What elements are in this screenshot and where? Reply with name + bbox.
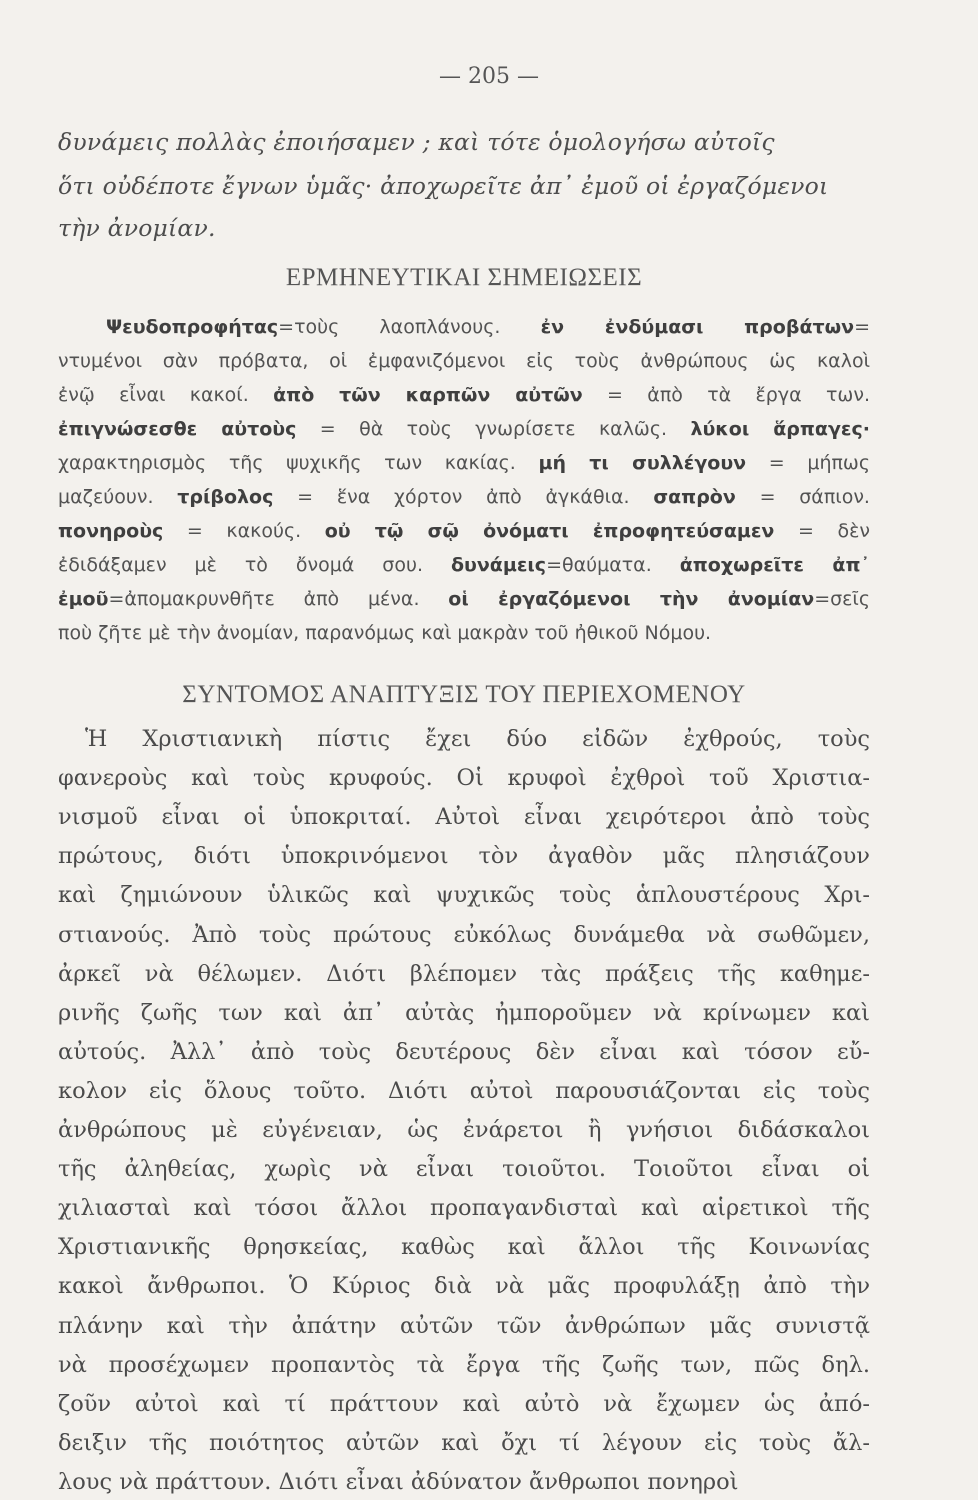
- note-gloss: = ἕνα χόρτον ἀπὸ ἀγκάθια.: [273, 486, 654, 508]
- notes-line: [58, 418, 870, 440]
- summary-line: κολον εἰς ὅλους τοῦτο. Διότι αὐτοὶ παρουσιάζονται εἰς τοὺς: [58, 1077, 870, 1104]
- notes-line: [58, 622, 870, 644]
- note-gloss: μαζεύουν.: [58, 486, 178, 508]
- note-gloss: = θὰ τοὺς γνωρίσετε καλῶς.: [296, 418, 691, 440]
- note-gloss: χαρακτηρισμὸς τῆς ψυχικῆς των κακίας.: [58, 452, 539, 474]
- note-term: οἱ ἐργαζόμενοι τὴν ἀνομίαν: [448, 588, 815, 610]
- summary-line: τῆς ἀληθείας, χωρὶς νὰ εἶναι τοιοῦτοι. Τοιοῦτοι εἶναι οἱ: [58, 1156, 870, 1183]
- summary-line: ρινῆς ζωῆς των καὶ ἀπ᾽ αὐτὰς ἠμποροῦμεν νὰ κρίνωμεν καὶ: [58, 999, 870, 1026]
- notes-line: [58, 384, 870, 406]
- note-gloss: = δὲν: [774, 520, 870, 542]
- note-term: Ψευδοπροφήτας: [106, 316, 279, 338]
- summary-line: Χριστιανικῆς θρησκείας, καθὼς καὶ ἄλλοι τῆς Κοινωνίας: [58, 1234, 870, 1261]
- notes-line: [58, 316, 870, 338]
- summary-line: ἀνθρώπους μὲ εὐγένειαν, ὡς ἐνάρετοι ἢ γνήσιοι διδάσκαλοι: [58, 1117, 870, 1143]
- page-number: — 205 —: [439, 64, 539, 89]
- notes-line: [58, 350, 870, 372]
- notes-line: [58, 486, 870, 508]
- note-term: δυνάμεις: [450, 554, 547, 576]
- summary-line: χιλιασταὶ καὶ τόσοι ἄλλοι προπαγανδισταὶ καὶ αἱρετικοὶ τῆς: [58, 1195, 870, 1222]
- summary-line: πλάνην καὶ τὴν ἀπάτην αὐτῶν τῶν ἀνθρώπων μᾶς συνιστᾷ: [58, 1312, 870, 1339]
- note-term: τρίβολος: [177, 486, 274, 508]
- note-term: λύκοι ἅρπαγες·: [690, 418, 870, 440]
- note-gloss: = κακούς.: [163, 520, 325, 542]
- note-gloss: =: [854, 316, 870, 338]
- note-gloss: =σεῖς: [814, 588, 871, 610]
- note-gloss: ντυμένοι σὰν πρόβατα, οἱ ἐμφανιζόμενοι εἰς τοὺς ἀνθρώπους ὡς καλοὶ: [58, 350, 870, 372]
- note-term: ἐμοῦ: [58, 588, 109, 610]
- note-gloss: = σάπιον.: [735, 486, 870, 508]
- note-term: ἐν ἐνδύμασι προβάτων: [540, 316, 855, 338]
- note-term: ἐπιγνώσεσθε αὐτοὺς: [58, 418, 297, 440]
- note-gloss: ἐδιδάξαμεν μὲ τὸ ὄνομά σου.: [58, 554, 451, 576]
- verse-line: τὴν ἀνομίαν.: [58, 214, 216, 242]
- note-term: ἀπὸ τῶν καρπῶν αὐτῶν: [273, 384, 583, 406]
- verse-line: ὅτι οὐδέποτε ἔγνων ὑμᾶς· ἀποχωρεῖτε ἀπ᾽ ἐμοῦ οἱ ἐργαζόμενοι: [58, 172, 829, 200]
- summary-line: πρώτους, διότι ὑποκρινόμενοι τὸν ἀγαθὸν μᾶς πλησιάζουν: [58, 843, 870, 870]
- note-gloss: ἐνῷ εἶναι κακοί.: [58, 384, 274, 406]
- notes-line: [58, 588, 870, 610]
- summary-line: ζοῦν αὐτοὶ καὶ τί πράττουν καὶ αὐτὸ νὰ ἔχωμεν ὡς ἀπό-: [58, 1390, 870, 1417]
- summary-line: δειξιν τῆς ποιότητος αὐτῶν καὶ ὄχι τί λέγουν εἰς τοὺς ἄλ-: [58, 1429, 870, 1456]
- notes-line: [58, 520, 870, 542]
- summary-line: στιανούς. Ἀπὸ τοὺς πρώτους εὐκόλως δυνάμεθα νὰ σωθῶμεν,: [58, 921, 870, 948]
- notes-heading: ΕΡΜΗΝΕΥΤΙΚΑΙ ΣΗΜΕΙΩΣΕΙΣ: [285, 264, 643, 291]
- note-gloss: =τοὺς λαοπλάνους.: [278, 316, 541, 338]
- note-term: μή τι συλλέγουν: [538, 452, 747, 474]
- note-gloss: =θαύματα.: [546, 554, 680, 576]
- note-term: σαπρὸν: [653, 486, 736, 508]
- notes-line: [58, 554, 870, 576]
- summary-line: καὶ ζημιώνουν ὑλικῶς καὶ ψυχικῶς τοὺς ἁπλουστέρους Χρι-: [58, 882, 870, 909]
- summary-line: νὰ προσέχωμεν προπαντὸς τὰ ἔργα τῆς ζωῆς των, πῶς δηλ.: [58, 1351, 870, 1378]
- summary-line: νισμοῦ εἶναι οἱ ὑποκριταί. Αὐτοὶ εἶναι χειρότεροι ἀπὸ τοὺς: [58, 804, 870, 831]
- note-gloss: =ἀπομακρυνθῆτε ἀπὸ μένα.: [108, 588, 449, 610]
- summary-heading: ΣΥΝΤΟΜΟΣ ΑΝΑΠΤΥΞΙΣ ΤΟΥ ΠΕΡΙΕΧΟΜΕΝΟΥ: [182, 681, 746, 708]
- note-term: οὐ τῷ σῷ ὀνόματι ἐπροφητεύσαμεν: [324, 520, 775, 542]
- note-gloss: = μήπως: [746, 452, 870, 474]
- note-term: ἀποχωρεῖτε ἀπ᾽: [679, 554, 871, 576]
- summary-line: λους νὰ πράττουν. Διότι εἶναι ἀδύνατον ἄνθρωποι πονηροὶ: [58, 1468, 739, 1495]
- note-gloss: = ἀπὸ τὰ ἔργα των.: [582, 384, 870, 406]
- summary-line: Ἡ Χριστιανικὴ πίστις ἔχει δύο εἰδῶν ἐχθρούς, τοὺς: [85, 726, 870, 752]
- verse-line: δυνάμεις πολλὰς ἐποιήσαμεν ; καὶ τότε ὁμολογήσω αὐτοῖς: [58, 128, 775, 156]
- summary-line: αὐτούς. Ἀλλ᾽ ἀπὸ τοὺς δευτέρους δὲν εἶναι καὶ τόσον εὔ-: [58, 1038, 870, 1065]
- summary-line: φανεροὺς καὶ τοὺς κρυφούς. Οἱ κρυφοὶ ἐχθροὶ τοῦ Χριστια-: [58, 765, 870, 792]
- summary-line: κακοὶ ἄνθρωποι. Ὁ Κύριος διὰ νὰ μᾶς προφυλάξῃ ἀπὸ τὴν: [58, 1273, 870, 1300]
- notes-line: [58, 452, 870, 474]
- note-term: πονηροὺς: [58, 520, 164, 542]
- note-gloss: ποὺ ζῆτε μὲ τὴν ἀνομίαν, παρανόμως καὶ μακρὰν τοῦ ἠθικοῦ Νόμου.: [58, 622, 712, 644]
- summary-line: ἀρκεῖ νὰ θέλωμεν. Διότι βλέπομεν τὰς πράξεις τῆς καθημε-: [58, 960, 870, 987]
